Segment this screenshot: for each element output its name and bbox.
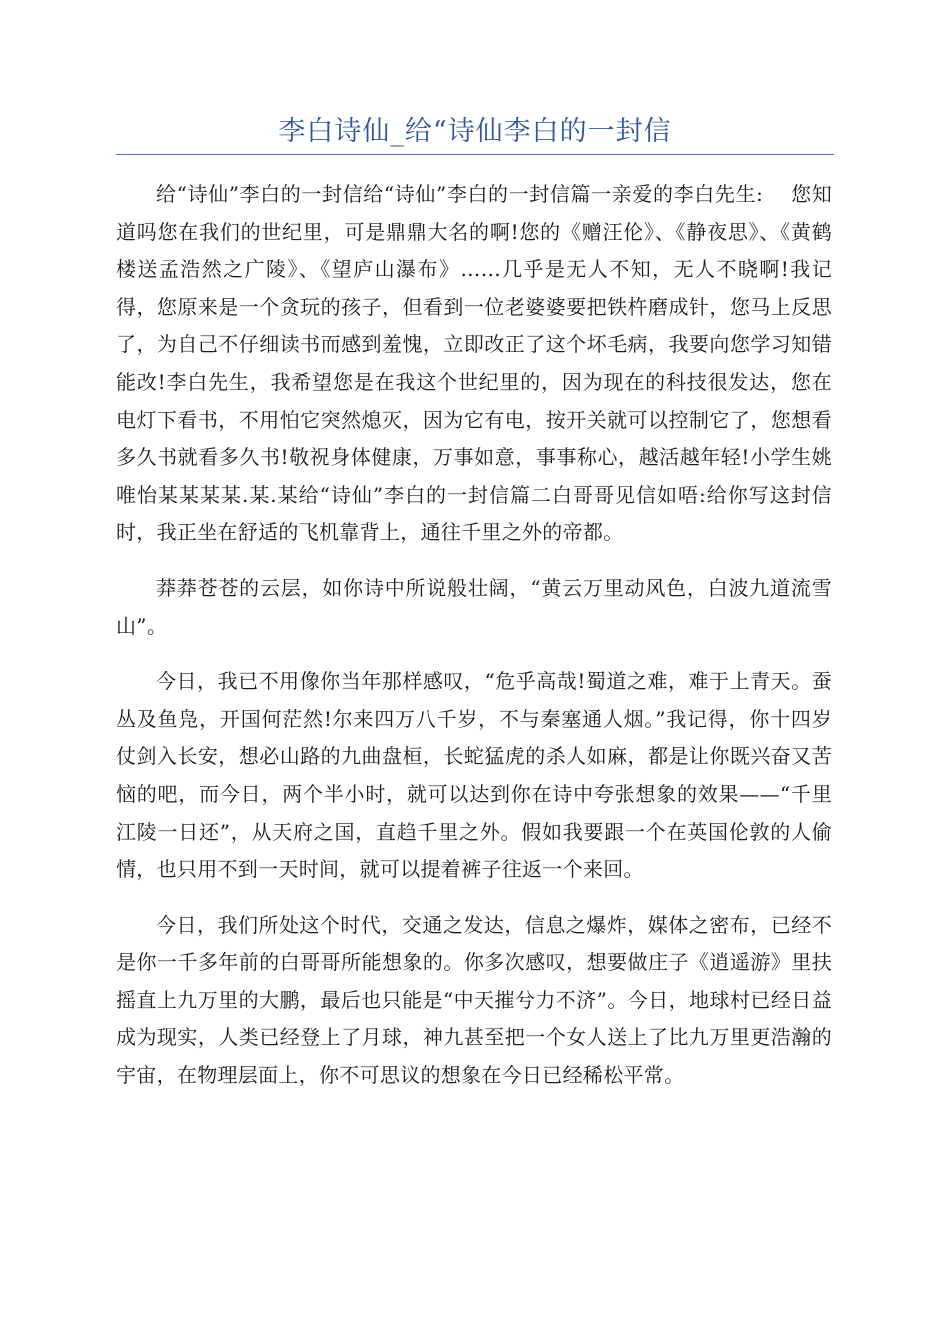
document-title: 李白诗仙_给“诗仙李白的一封信	[278, 116, 672, 147]
paragraph-4: 今日，我们所处这个时代，交通之发达，信息之爆炸，媒体之密布，已经不是你一千多年前的白哥哥所能想象的。你多次感叹，想要做庄子《逍遥游》里扶摇直上九万里的大鹏，最后也只能是“中天摧兮力不济”。今日，地球村已经日益成为现实，人类已经登上了月球，神九甚至把一个女人送上了比九万里更浩瀚的宇宙，在物理层面上，你不可思议的想象在今日已经稀松平常。	[116, 912, 832, 1088]
paragraph-3: 今日，我已不用像你当年那样感叹，“危乎高哉!蜀道之难，难于上青天。蚕丛及鱼凫，开国何茫然!尔来四万八千岁，不与秦塞通人烟。”我记得，你十四岁仗剑入长安，想必山路的九曲盘桓，长蛇猛虎的杀人如麻，都是让你既兴奋又苦恼的吧，而今日，两个半小时，就可以达到你在诗中夸张想象的效果——“千里江陵一日还”，从天府之国，直趋千里之外。假如我要跟一个在英国伦敦的人偷情，也只用不到一天时间，就可以提着裤子往返一个来回。	[116, 669, 832, 882]
document-body	[116, 176, 832, 1113]
title-underline	[116, 154, 834, 155]
paragraph-1: 给“诗仙”李白的一封信给“诗仙”李白的一封信篇一亲爱的李白先生: 您知道吗您在我们的世纪里，可是鼎鼎大名的啊!您的《赠汪伦》、《静夜思》、《黄鹤楼送孟浩然之广陵》、《望庐山瀑布》……几乎是无人不知，无人不晓啊!我记得，您原来是一个贪玩的孩子，但看到一位老婆婆要把铁杵磨成针，您马上反思了，为自己不仔细读书而感到羞愧，立即改正了这个坏毛病，我要向您学习知错能改!李白先生，我希望您是在我这个世纪里的，因为现在的科技很发达，您在电灯下看书，不用怕它突然熄灭，因为它有电，按开关就可以控制它了，您想看多久书就看多久书!敬祝身体健康，万事如意，事事称心，越活越年轻!小学生姚唯怡某某某某.某.某给“诗仙”李白的一封信篇二白哥哥见信如唔:给你写这封信时，我正坐在舒适的飞机靠背上，通往千里之外的帝都。	[116, 182, 832, 545]
paragraph-2: 莽莽苍苍的云层，如你诗中所说般壮阔，“黄云万里动风色，白波九道流雪山”。	[116, 575, 832, 638]
